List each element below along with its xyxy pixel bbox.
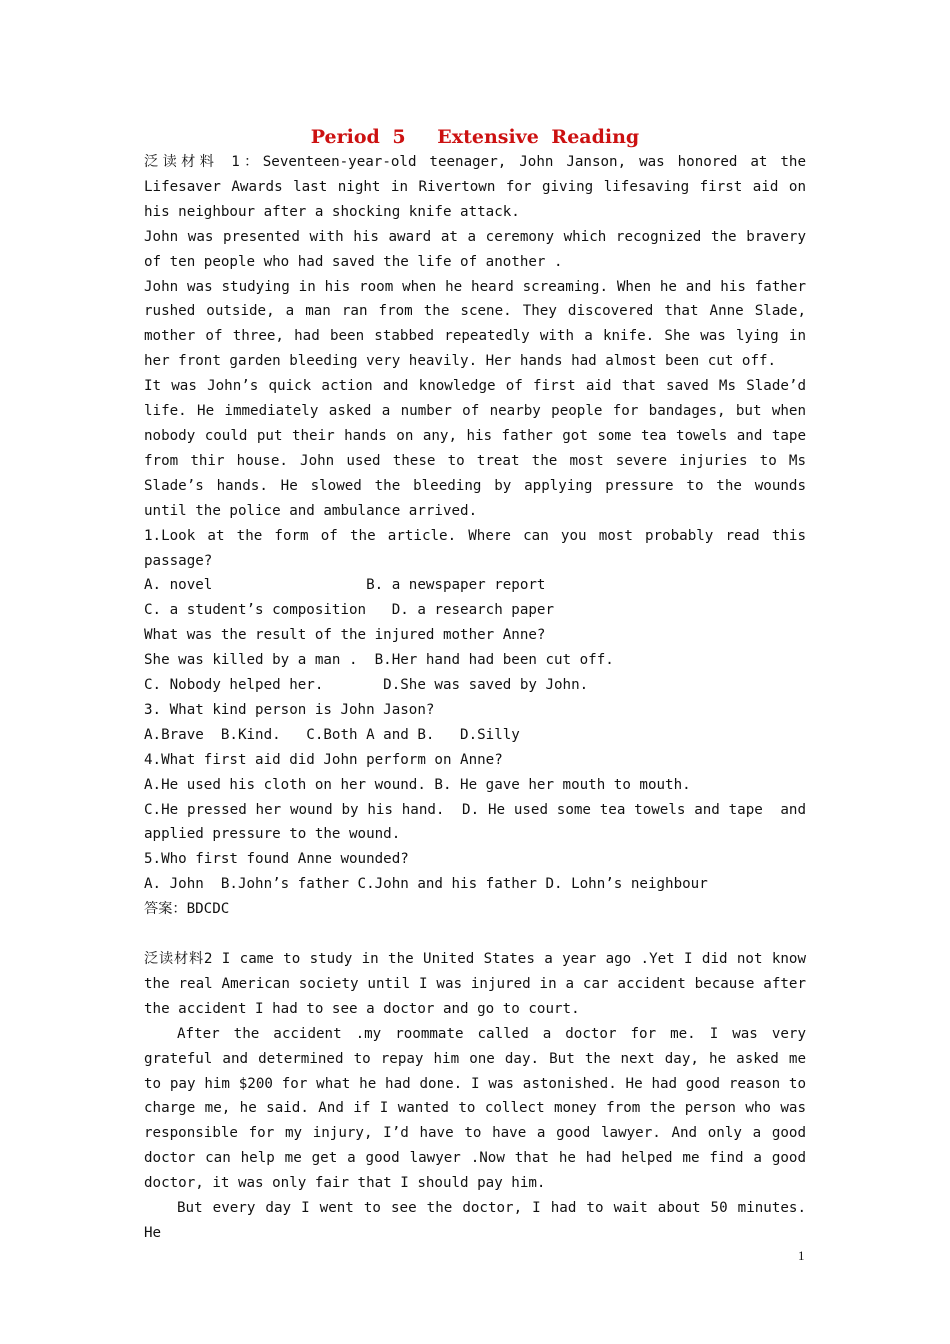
question-2-options-cd: C. Nobody helped her. D.She was saved by John. xyxy=(144,677,589,694)
question-2-options-ab: She was killed by a man . B.Her hand had been cut off. xyxy=(144,652,614,669)
question-4: 4.What first aid did John perform on Anne? xyxy=(144,751,503,768)
question-3-options: A.Brave B.Kind. C.Both A and B. D.Silly xyxy=(144,726,520,743)
question-1-options-cd: C. a student’s composition D. a research paper xyxy=(144,602,554,619)
question-5-options: A. John B.John’s father C.John and his father D. Lohn’s neighbour xyxy=(144,876,708,893)
question-2: What was the result of the injured mother Anne? xyxy=(144,627,546,644)
m1-paragraph-4: It was John’s quick action and knowledge of first aid that saved Ms Slade’d life. He immediately asked a number of nearby people for bandages, but when nobody could put their hands on any, his father got some tea towels and tape from thir house. John used these to treat the most severe injuries to Ms Slade’s hands. He slowed the bleeding by applying pressure to the wounds until the police and ambulance arrived. xyxy=(144,378,806,519)
m1-paragraph-2: John was presented with his award at a ceremony which recognized the bravery of ten people who had saved the life of another . xyxy=(144,228,806,270)
question-1-options-ab: A. novel B. a newspaper report xyxy=(144,577,546,594)
answer-key: 答案：BDCDC xyxy=(144,901,230,918)
question-3: 3. What kind person is John Jason? xyxy=(144,701,435,718)
document-title: Period 5 Extensive Reading xyxy=(310,126,640,148)
question-5: 5.Who first found Anne wounded? xyxy=(144,851,409,868)
m1-paragraph-3: John was studying in his room when he heard screaming. When he and his father rushed outside, a man ran from the scene. They discovered that Anne Slade, mother of three, had been stabbed repeatedly with a knife. She was lying in her front garden bleeding very heavily. Her hands had almost been cut off. xyxy=(144,278,806,370)
m2-paragraph-1: 泛读材料2 I came to study in the United States a year ago .Yet I did not know the real American society until I was injured in a car accident because after the accident I had to see a doctor and go to court. xyxy=(144,950,806,1017)
question-4-options-cd: C.He pressed her wound by his hand. D. He used some tea towels and tape and applied pressure to the wound. xyxy=(144,801,815,843)
document-page xyxy=(144,124,815,1246)
page-number: 1 xyxy=(798,1248,805,1263)
m2-paragraph-2: After the accident .my roommate called a doctor for me. I was very grateful and determined to repay him one day. But the next day, he asked me to pay him $200 for what he had done. I was astonished. He had good reason to charge me, he said. And if I wanted to collect money from the person who was responsible for my injury, I’d have to have a good lawyer. And only a good doctor can help me get a good lawyer .Now that he had helped me find a good doctor, it was only fair that I should pay him. xyxy=(144,1025,806,1192)
question-1: 1.Look at the form of the article. Where can you most probably read this passage? xyxy=(144,527,806,569)
question-4-options-ab: A.He used his cloth on her wound. B. He gave her mouth to mouth. xyxy=(144,776,691,793)
m2-paragraph-3: But every day I went to see the doctor, I had to wait about 50 minutes. He xyxy=(144,1200,806,1241)
m1-paragraph-1: 泛读材料 1：Seventeen-year-old teenager, John Janson, was honored at the Lifesaver Awards last night in Rivertown for giving lifesaving first aid on his neighbour after a shocking knife attack. xyxy=(144,154,806,220)
spacer xyxy=(144,922,806,947)
